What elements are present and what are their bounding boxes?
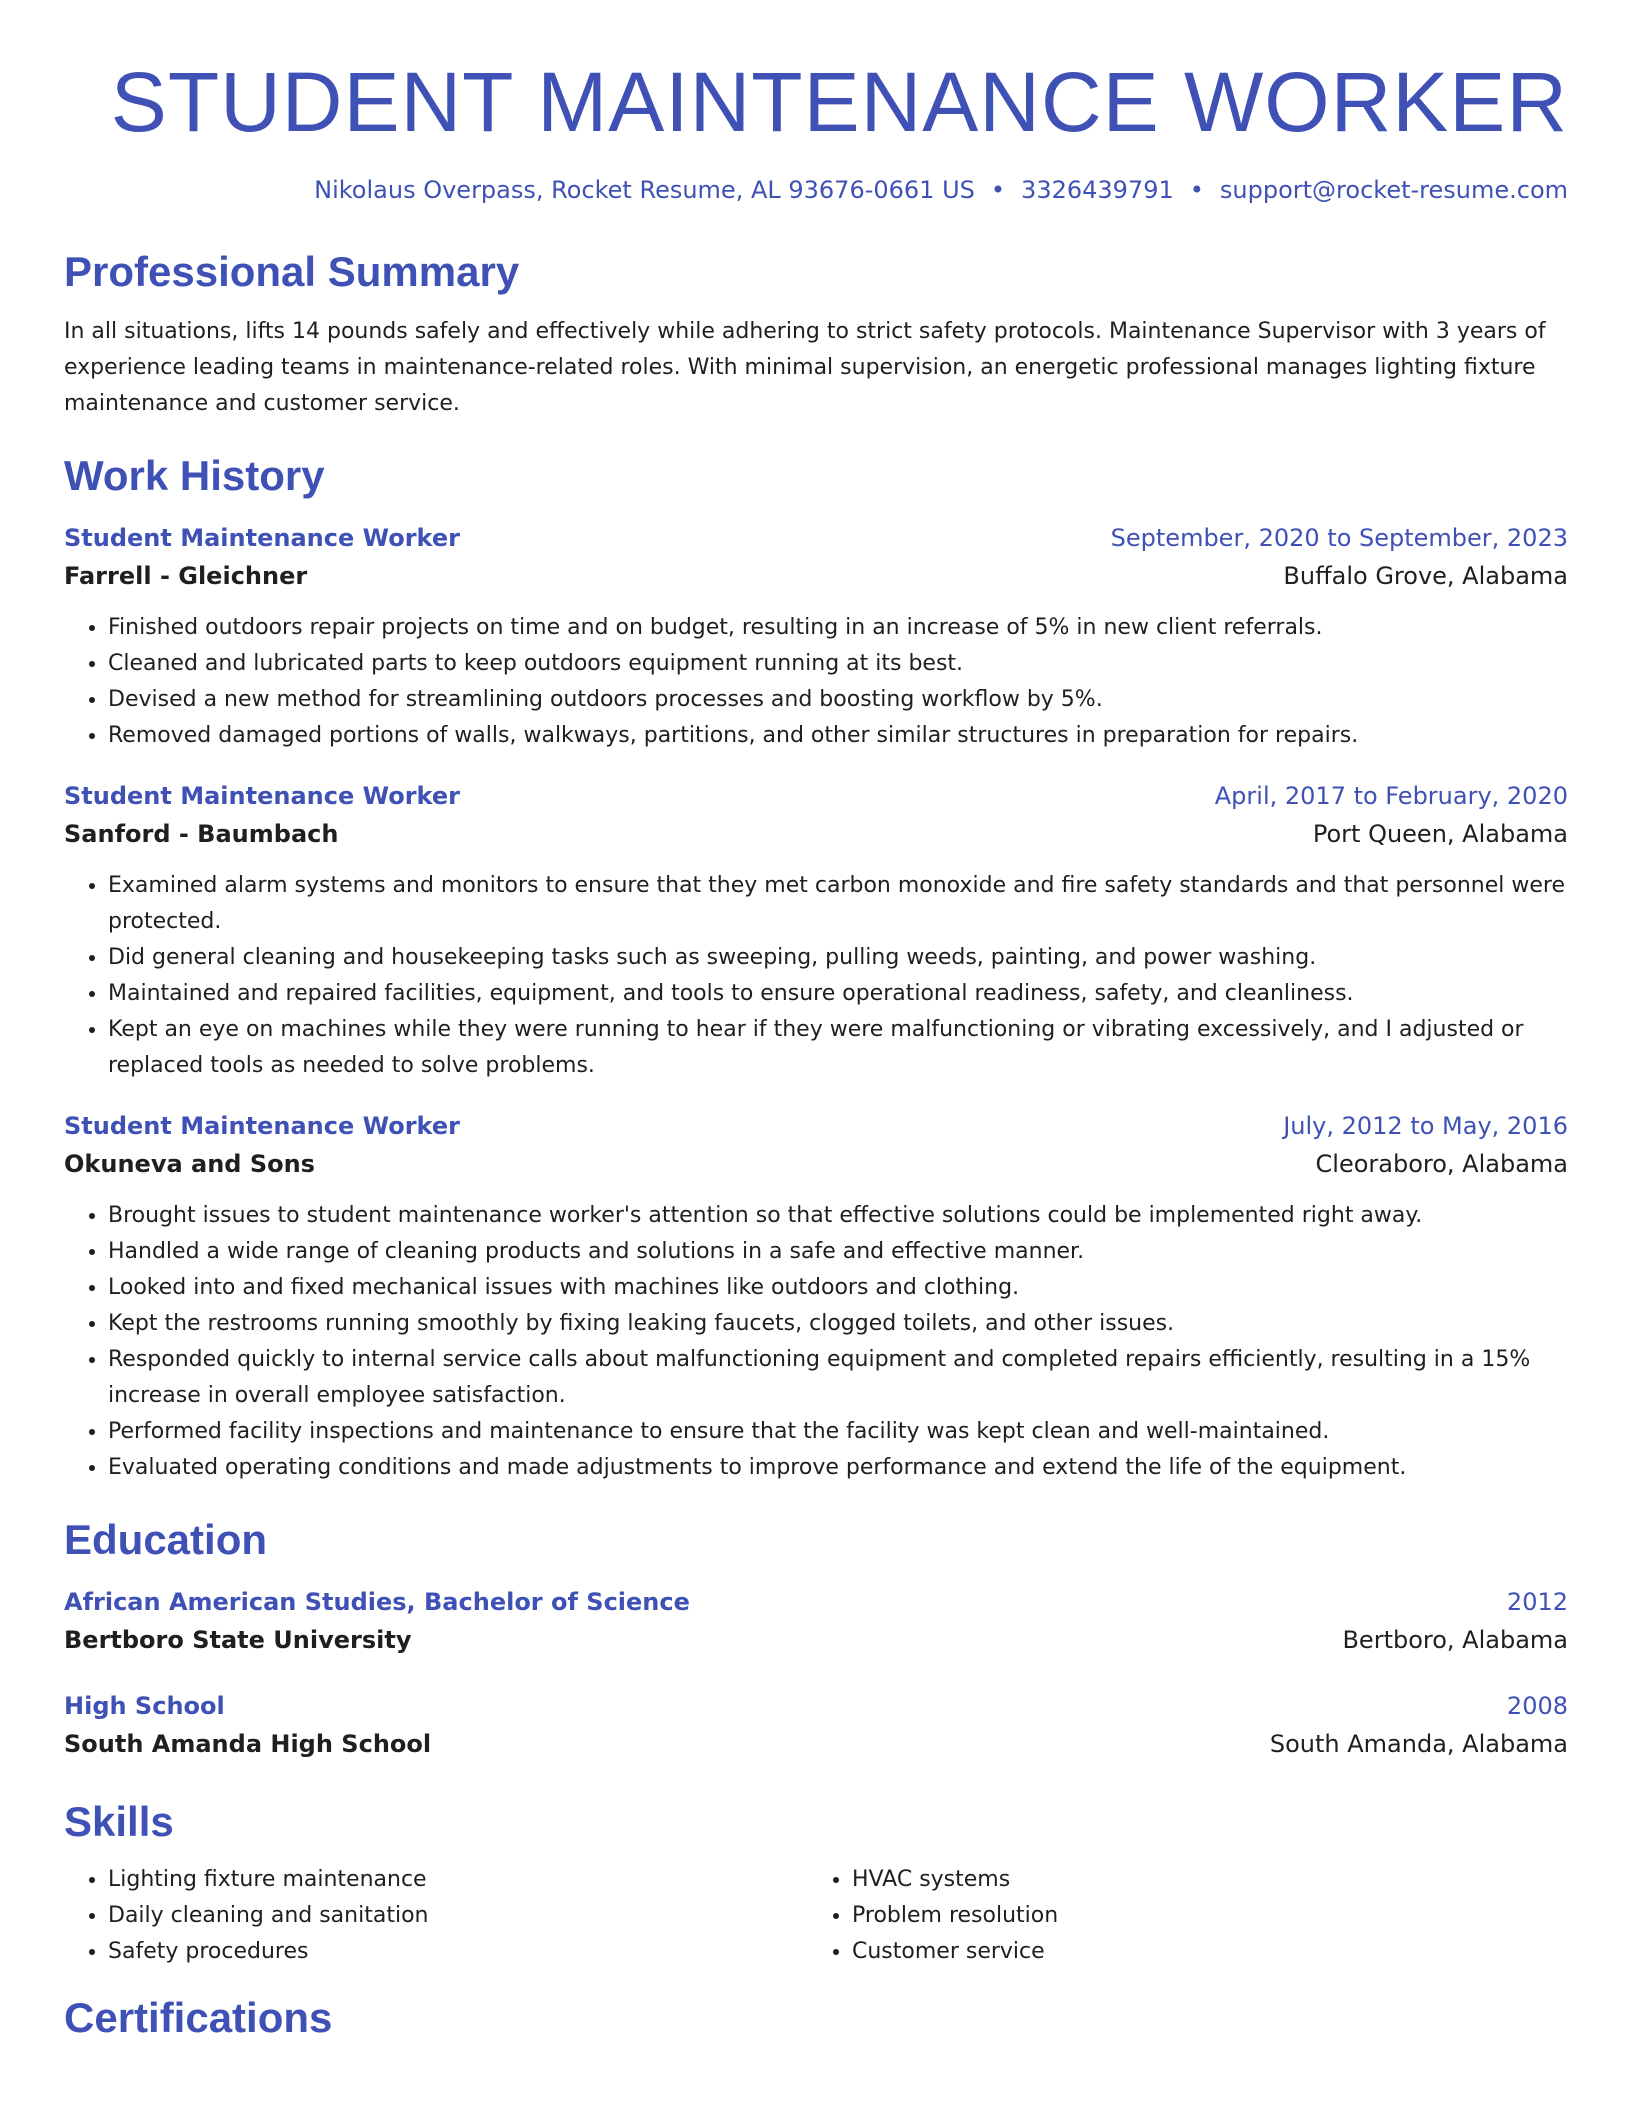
job-bullet: • Responded quickly to internal service calls about malfunctioning equipment and completed repairs efficiently, resulting in a 15% increase in overall employee satisfaction. xyxy=(108,1342,1568,1414)
job-bullet: • Examined alarm systems and monitors to ensure that they met carbon monoxide and fire safety standards and that personnel were protected. xyxy=(108,868,1568,940)
job-bullets xyxy=(64,868,1568,1084)
education-school: South Amanda High School xyxy=(64,1730,432,1758)
skills-heading: Skills xyxy=(64,1798,174,1845)
job-company-row xyxy=(64,1144,1568,1184)
job-dates: September, 2020 to September, 2023 xyxy=(1110,524,1568,552)
work-history-heading: Work History xyxy=(64,452,325,499)
job-company: Sanford - Baumbach xyxy=(64,820,339,848)
job-entry xyxy=(64,778,1568,1084)
skill-item: • Problem resolution xyxy=(852,1898,1552,1934)
education-degree: High School xyxy=(64,1692,225,1720)
contact-phone[interactable]: 3326439791 xyxy=(1021,176,1174,204)
job-bullet: • Did general cleaning and housekeeping tasks such as sweeping, pulling weeds, painting, and power washing. xyxy=(108,940,1568,976)
resume-title: STUDENT MAINTENANCE WORKER xyxy=(110,55,1568,149)
summary-heading: Professional Summary xyxy=(64,248,520,295)
job-bullet: • Brought issues to student maintenance worker's attention so that effective solutions could be implemented right away. xyxy=(108,1198,1568,1234)
education-degree: African American Studies, Bachelor of Science xyxy=(64,1588,690,1616)
contact-email[interactable]: support@rocket-resume.com xyxy=(1219,176,1568,204)
job-bullet: • Removed damaged portions of walls, walkways, partitions, and other similar structures in preparation for repairs. xyxy=(108,718,1568,754)
education-degree-row xyxy=(64,1584,1568,1620)
job-location: Buffalo Grove, Alabama xyxy=(1283,562,1568,590)
skills-list xyxy=(64,1862,1568,1970)
job-company-row xyxy=(64,556,1568,596)
job-bullet: • Finished outdoors repair projects on time and on budget, resulting in an increase of 5% in new client referrals. xyxy=(108,610,1568,646)
education-school: Bertboro State University xyxy=(64,1626,412,1654)
skills-column-right xyxy=(808,1862,1552,1970)
education-location: South Amanda, Alabama xyxy=(1269,1730,1568,1758)
job-bullet: • Looked into and fixed mechanical issues with machines like outdoors and clothing. xyxy=(108,1270,1568,1306)
education-entry xyxy=(64,1688,1568,1764)
job-company: Okuneva and Sons xyxy=(64,1150,315,1178)
education-heading: Education xyxy=(64,1516,268,1563)
job-bullets xyxy=(64,1198,1568,1486)
contact-line xyxy=(64,174,1568,206)
certifications-heading: Certifications xyxy=(64,1994,333,2041)
job-bullet: • Kept an eye on machines while they were running to hear if they were malfunctioning or vibrating excessively, and I adjusted or replaced tools as needed to solve problems. xyxy=(108,1012,1568,1084)
education-school-row xyxy=(64,1724,1568,1764)
skill-item: • Customer service xyxy=(852,1934,1552,1970)
education-year: 2012 xyxy=(1506,1588,1568,1616)
skill-item: • Daily cleaning and sanitation xyxy=(108,1898,808,1934)
contact-separator: • xyxy=(1189,176,1204,204)
skill-item: • Lighting fixture maintenance xyxy=(108,1862,808,1898)
skills-column-left xyxy=(64,1862,808,1970)
skill-item: • HVAC systems xyxy=(852,1862,1552,1898)
summary-text: In all situations, lifts 14 pounds safely and effectively while adhering to strict safety protocols. Maintenance Supervisor with 3 years of experience leading teams in maintenance-related roles. With minimal supervision, an energetic professional manages lighting fixture maintenance and customer service. xyxy=(64,319,1546,416)
job-bullet: • Evaluated operating conditions and made adjustments to improve performance and extend the life of the equipment. xyxy=(108,1450,1568,1486)
contact-address: Nikolaus Overpass, Rocket Resume, AL 93676-0661 US xyxy=(314,176,975,204)
education-year: 2008 xyxy=(1506,1692,1568,1720)
job-company: Farrell - Gleichner xyxy=(64,562,308,590)
job-location: Port Queen, Alabama xyxy=(1312,820,1568,848)
job-title-row xyxy=(64,1108,1568,1144)
job-title-row xyxy=(64,520,1568,556)
job-title-row xyxy=(64,778,1568,814)
job-bullet: • Handled a wide range of cleaning products and solutions in a safe and effective manner. xyxy=(108,1234,1568,1270)
job-title: Student Maintenance Worker xyxy=(64,782,460,810)
job-bullet: • Maintained and repaired facilities, equipment, and tools to ensure operational readiness, safety, and cleanliness. xyxy=(108,976,1568,1012)
job-title: Student Maintenance Worker xyxy=(64,1112,460,1140)
job-bullets xyxy=(64,610,1568,754)
job-bullet: • Performed facility inspections and maintenance to ensure that the facility was kept clean and well-maintained. xyxy=(108,1414,1568,1450)
job-title: Student Maintenance Worker xyxy=(64,524,460,552)
education-entry xyxy=(64,1584,1568,1660)
job-dates: April, 2017 to February, 2020 xyxy=(1214,782,1568,810)
skill-item: • Safety procedures xyxy=(108,1934,808,1970)
job-company-row xyxy=(64,814,1568,854)
job-entry xyxy=(64,1108,1568,1486)
contact-separator: • xyxy=(990,176,1006,204)
job-dates: July, 2012 to May, 2016 xyxy=(1283,1112,1568,1140)
education-school-row xyxy=(64,1620,1568,1660)
job-location: Cleoraboro, Alabama xyxy=(1315,1150,1568,1178)
job-bullet: • Devised a new method for streamlining outdoors processes and boosting workflow by 5%. xyxy=(108,682,1568,718)
education-location: Bertboro, Alabama xyxy=(1342,1626,1568,1654)
job-entry xyxy=(64,520,1568,754)
education-degree-row xyxy=(64,1688,1568,1724)
job-bullet: • Kept the restrooms running smoothly by fixing leaking faucets, clogged toilets, and other issues. xyxy=(108,1306,1568,1342)
job-bullet: • Cleaned and lubricated parts to keep outdoors equipment running at its best. xyxy=(108,646,1568,682)
